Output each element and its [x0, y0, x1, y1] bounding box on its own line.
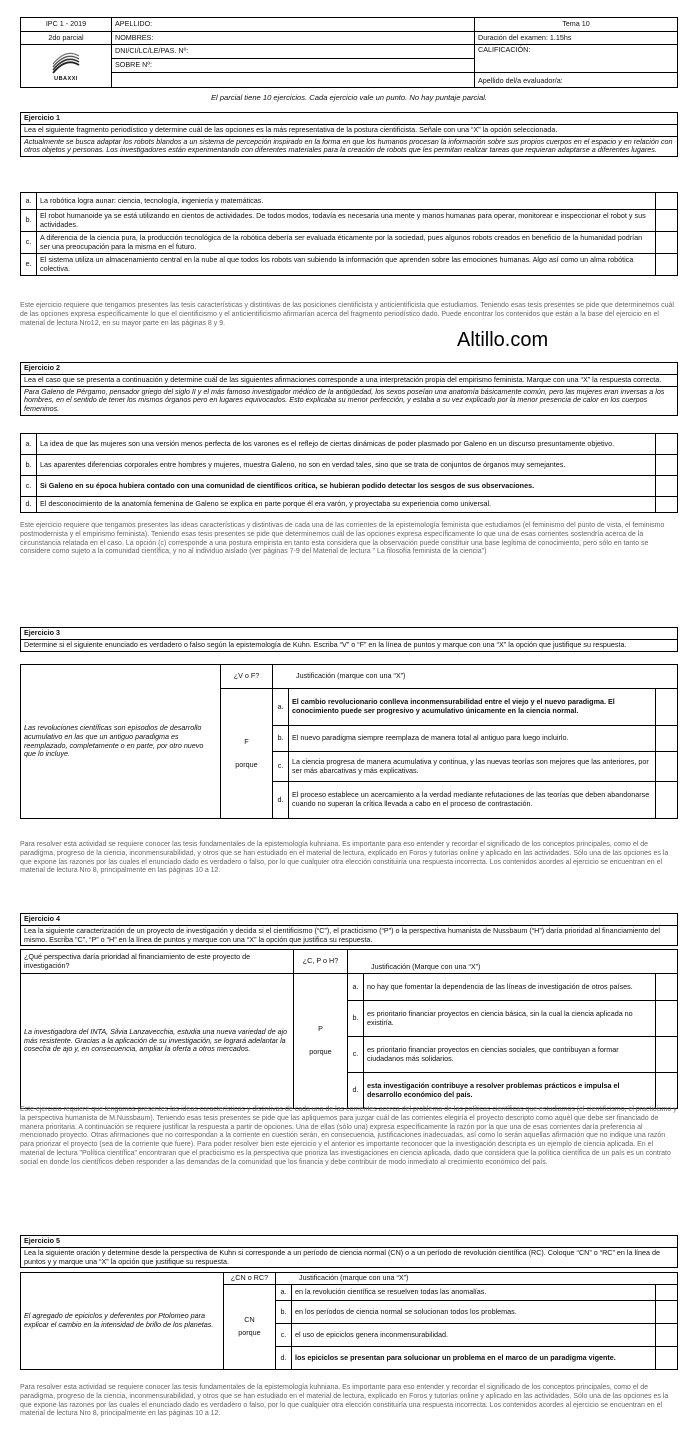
option-text: es prioritario financiar proyectos en ciencia básica, sin la cual la ciencia aplicada no existiría.	[364, 1001, 656, 1037]
ej3-porque: porque	[235, 759, 258, 769]
option-letter: b.	[276, 1301, 292, 1324]
logo-text: UBAXXI	[54, 75, 78, 82]
ej3-comment: Para resolver esta actividad se requiere conocer las tesis fundamentales de la epistemología kuhniana. Es importante para eso entender y recordar el significado de los conceptos principales, como el de paradigma, progreso de la ciencia, inconmensurabilidad, y otros que se han estudiado en el material de lectura, explicado en Foros y tutorías online y aplicado en las actividades. Sólo una de las opciones es la que expone las razones por las cuales el enunciado dado es verdadero o falso, por lo que cualquier otra elección constituiría una respuesta incorrecta. Los contenidos acordes al ejercicio se encuentran en el material de lectura Nro 8, principalmente en las páginas 10 a 12.	[20, 841, 669, 875]
ej1-quote: Actualmente se busca adaptar los robots blandos a un sistema de percepción inspirado en la forma en que los humanos procesan la información sobre sus propios cuerpos en el espacio y en relación con otros objetos y personas. Los investigadores están experimentando con diferentes materiales para la creación de robots que les permitan realizar tareas que requieran adaptarse a diferentes lugares.	[21, 136, 677, 157]
option-letter: e.	[21, 254, 37, 276]
ej5-just-header-text: Justificación (marque con una “X”)	[299, 1273, 409, 1283]
option-text: Las aparentes diferencias corporales entre hombres y mujeres, muestra Galeno, no son en verdad tales, sino que se trata de conjuntos de órganos muy semejantes.	[37, 455, 656, 476]
ej2-comment: Este ejercicio requiere que tengamos presentes las ideas características y distintivas de cada una de las corrientes de la epistemología feminista que estudiamos (el feminismo del punto de vista, el feminismo postmodernista y el empirismo feminista). Teniendo esas tesis presentes se pide que determinemos cuál de las opciones expresa específicamente lo que una de esas corrientes sostendría acerca de la circunstancia relatada en el caso. La opción (c) corresponde a una postura empirista en tanto esta considera que la observación puede constituir una base legítima de conocimiento, pero sólo en tanto se considere como sujeto a la comunidad científica, y no al individuo aislado (ver páginas 7-9 del Material de lectura " La filosofía feminista de la ciencia")	[20, 522, 665, 556]
option-text: El sistema utiliza un almacenamiento central en la nube al que todos los robots van subiendo la información que aprenden sobre las emociones humanas. Algo así como un alma robótica colectiva.	[37, 254, 656, 276]
ej2-answer-box-c[interactable]	[656, 476, 678, 497]
ej4-instructions: Lea la siguiente caracterización de un proyecto de investigación y decida si el cientificismo (“C”), el practicismo (“P”) o la perspectiva humanista de Nussbaum (“H”) daría prioridad al financiamiento del mismo. Escriba “C”, “P” o “H” en la línea de puntos y marque con una “X” la opción que justifica su respuesta.	[21, 925, 677, 946]
option-letter: b.	[21, 210, 37, 232]
exam-type-label: 2do parcial	[21, 32, 112, 45]
option-text: A diferencia de la ciencia pura, la producción tecnológica de la robótica debería ser evaluada éticamente por la sociedad, pues algunos robots creados en beneficio de la humanidad podrían ser una preocupación para la misma en el futuro.	[37, 232, 656, 254]
option-text: esta investigación contribuye a resolver problemas prácticos e impulsa el desarrollo económico del país.	[364, 1073, 656, 1109]
ej4-enunciado: La investigadora del INTA, Silvia Lanzavecchia, estudia una nueva variedad de ajo más resistente. Gracias a la aplicación de su investigación, se logrará adelantar la cosecha de ajo y, en consecuencia, ampliar la oferta a otros mercados.	[21, 974, 294, 1109]
option-letter: b.	[21, 455, 37, 476]
ej4-statement	[20, 913, 678, 946]
logo	[21, 45, 112, 88]
ej2-answer-box-b[interactable]	[656, 455, 678, 476]
ej4-porque: porque	[309, 1047, 332, 1056]
ej4-answer: P	[318, 1024, 323, 1034]
ej5-answer-cell[interactable]	[224, 1285, 276, 1370]
dni-field[interactable]: DNI/CI/LC/LE/PAS. Nº:	[112, 45, 475, 59]
option-text: El desconocimiento de la anatomía femenina de Galeno se explica en parte porque él era varón, y proyectaba su experiencia como universal.	[37, 497, 656, 513]
option-text: los epiciclos se presentan para solucionar un problema en el marco de un paradigma vigente.	[292, 1347, 656, 1370]
ej4-cph-header: ¿C, P o H?	[294, 950, 348, 974]
option-letter: b.	[273, 726, 289, 752]
ej4-comment: Este ejercicio requiere que tengamos presentes las ideas características y distintivas de cada una de las corrientes acerca del problema de las políticas científicas que estudiamos (el cientificismo, el practicismo y la perspectiva humanista de M.Nussbaum). Teniendo esas tesis presentes se pide que las apliquemos para juzgar cuál de las corrientes elegiría el proyecto descripto como aquél que debe ser financiado de manera prioritaria. A continuación se requiere justificar la respuesta a partir de opciones. Una de ellas (sólo una) expresa específicamente la razón por la que una de esas corrientes daría preferencia al mencionado proyecto. Otras afirmaciones que no correspondan a la corriente en cuestión serán, en consecuencia, justificaciones inadecuadas, así como lo serán aquellas afirmación que no indique una razón para priorizar el proyecto (sea de la corriente que fuere). Para poder resolver bien este ejercicio y el anterior es importante reconocer que la investigación descripta es un ejemplo de ciencia aplicada. En el material de lectura "Política científica" encontraran que el practicismo es la perspectiva que prioriza las investigaciones en ciencia aplicada, dado que considera que la política científica de un país es un contrato social en donde los científicos deben responder a las demandas de la comunidad que los financia y debe contribuir de modo inmediato al crecimiento económico del país.	[20, 1106, 677, 1166]
ej4-just-header-text: Justificación (Marque con una “X”)	[371, 962, 481, 972]
course-label: IPC 1 - 2019	[21, 18, 112, 32]
option-text: El proceso establece un acercamiento a la verdad mediante refutaciones de las teorías que deben abandonarse cuando no superan la crítica llevada a cabo en el proceso de contrastación.	[289, 782, 656, 819]
ej4-title: Ejercicio 4	[24, 914, 60, 923]
ej5-porque: porque	[238, 1328, 261, 1337]
ej2-quote: Para Galeno de Pérgamo, pensador griego del siglo II y el más famoso investigador médico de la antigüedad, los sexos poseían una anatomía básicamente común, pero las mujeres eran inversas a los hombres, en el sentido de tener los mismos órganos pero en lugares equivocados. Esto explicaba su menor perfección, y estaba a su vez explicado por la menor presencia de calor en los cuerpos femeninos.	[21, 386, 677, 415]
ej5-answer: CN	[244, 1315, 255, 1325]
option-letter: c.	[348, 1037, 364, 1073]
option-letter: d.	[273, 782, 289, 819]
ej2-option-row[interactable]	[21, 434, 678, 455]
option-letter: a.	[276, 1285, 292, 1301]
ej2-option-row[interactable]	[21, 476, 678, 497]
ej5-comment: Para resolver esta actividad se requiere conocer las tesis fundamentales de la epistemología kuhniana. Es importante para eso entender y recordar el significado de los conceptos principales, como el de paradigma, progreso de la ciencia, inconmensurabilidad, y otros que se han estudiado en el material de lectura, explicado en Foros y tutorías online y aplicado en las actividades. Sólo una de las opciones es la que expone las razones por las cuales el enunciado dado es verdadero o falso, por lo que cualquier otra elección constituiría una respuesta incorrecta. Los contenidos acordes al ejercicio se encuentran en el material de lectura Nro 8, principalmente en las páginas 10 a 12.	[20, 1384, 669, 1418]
ej3-statement	[20, 627, 678, 652]
ej1-answer-box-a[interactable]	[656, 193, 678, 210]
ej5-answer-box-b[interactable]	[656, 1301, 678, 1324]
ej5-instructions: Lea la siguiente oración y determine desde la perspectiva de Kuhn si corresponde a un período de ciencia normal (CN) o a un período de revolución científica (RC). Coloque “CN” o “RC” en la línea de puntos y y marque una “X” la opción que justifique su respuesta.	[21, 1247, 677, 1268]
ej1-answer-box-c[interactable]	[656, 232, 678, 254]
ej4-answer-box-c[interactable]	[656, 1037, 678, 1073]
ej2-instructions: Lea el caso que se presenta a continuación y determine cuál de las siguientes afirmaciones corresponde a una interpretación propia del empirismo feminista. Marque con una “X” la respuesta correcta.	[21, 374, 677, 386]
ej5-answer-box-c[interactable]	[656, 1324, 678, 1347]
option-letter: d.	[348, 1073, 364, 1109]
option-letter: c.	[276, 1324, 292, 1347]
option-letter: d.	[21, 497, 37, 513]
option-letter: a.	[348, 974, 364, 1001]
option-letter: c.	[21, 476, 37, 497]
evaluador-field[interactable]: Apellido del/a evaluador/a:	[475, 73, 678, 88]
ej3-answer-box-c[interactable]	[656, 752, 678, 782]
ej4-answer-box-b[interactable]	[656, 1001, 678, 1037]
option-letter: b.	[348, 1001, 364, 1037]
apellido-field[interactable]: APELLIDO:	[112, 18, 475, 32]
ej4-table	[20, 949, 678, 1109]
ej1-option-row[interactable]	[21, 254, 678, 276]
ej3-answer-cell[interactable]	[221, 689, 273, 819]
option-text: El cambio revolucionario conlleva inconmensurabilidad entre el viejo y el nuevo paradigma. El conocimiento puede ser progresivo y acumulativo únicamente en la ciencia normal.	[289, 689, 656, 726]
option-letter: d.	[276, 1347, 292, 1370]
watermark-altillo: Altillo.com	[457, 329, 549, 351]
exam-header	[20, 17, 678, 88]
ej1-option-row[interactable]	[21, 193, 678, 210]
ej1-comment: Este ejercicio requiere que tengamos presentes las tesis características y distintivas de las posiciones cientificista y anticientificista que estudiamos. Teniendo esas tesis presentes se pide que determinemos cuál de las opciones expresa específicamente lo que el cientificismo y el anticientificismo afirmarían acerca del fragmento periodístico dado. Puede encontrar los contenidos que están a la base del ejercicio en el material de lectura Nro12, en su mayor parte en las páginas 8 y 9.	[20, 302, 674, 327]
option-letter: a.	[21, 434, 37, 455]
ej2-option-row[interactable]	[21, 455, 678, 476]
ej5-cnrc-header: ¿CN o RC?	[224, 1273, 276, 1285]
ej4-answer-box-d[interactable]	[656, 1073, 678, 1109]
ej5-statement	[20, 1235, 678, 1268]
option-letter: c.	[273, 752, 289, 782]
ej1-answer-box-b[interactable]	[656, 210, 678, 232]
ej3-table	[20, 664, 678, 819]
ej3-answer: F	[244, 736, 249, 746]
blank-field	[112, 73, 475, 88]
ej5-just-header	[276, 1273, 678, 1285]
ej2-answer-box-d[interactable]	[656, 497, 678, 513]
option-text: Si Galeno en su época hubiera contado con una comunidad de científicos crítica, se hubieran podido detectar los sesgos de sus observaciones.	[37, 476, 656, 497]
ej3-instructions: Determine si el siguiente enunciado es verdadero o falso según la epistemología de Kuhn. Escriba “V” o “F” en la línea de puntos y marque con una “X” la opción que justifique su respuesta.	[21, 639, 677, 651]
sobre-field[interactable]: SOBRE Nº:	[112, 59, 475, 73]
ej5-enunciado: El agregado de epiciclos y deferentes por Ptolomeo para explicar el cambio en la intensidad de brillo de los planetas.	[21, 1273, 224, 1370]
option-text: es prioritario financiar proyectos en ciencias sociales, que contribuyan a formar ciudadanos más solidarios.	[364, 1037, 656, 1073]
ej4-answer-cell[interactable]	[294, 974, 348, 1109]
ej1-title: Ejercicio 1	[24, 113, 60, 122]
option-text: el uso de epiciclos genera inconmensurabilidad.	[292, 1324, 656, 1347]
option-letter: a.	[21, 193, 37, 210]
ej4-just-header	[348, 950, 678, 974]
ej5-answer-box-a[interactable]	[656, 1285, 678, 1301]
nombres-field[interactable]: NOMBRES:	[112, 32, 475, 45]
option-letter: c.	[21, 232, 37, 254]
ej3-vf-header: ¿V o F?	[221, 665, 273, 689]
ej3-enunciado: Las revoluciones científicas son episodios de desarrollo acumulativo en las que un antiguo paradigma es reemplazado, completamente o en parte, por otro nuevo que lo incluye.	[21, 665, 221, 819]
ej5-answer-box-d[interactable]	[656, 1347, 678, 1370]
ej1-options	[20, 192, 678, 276]
option-text: no hay que fomentar la dependencia de las líneas de investigación de otros países.	[364, 974, 656, 1001]
ej2-statement	[20, 362, 678, 416]
ej2-title: Ejercicio 2	[24, 363, 60, 372]
ej1-option-row[interactable]	[21, 232, 678, 254]
option-text: La robótica logra aunar: ciencia, tecnología, ingeniería y matemáticas.	[37, 193, 656, 210]
ej5-title: Ejercicio 5	[24, 1236, 60, 1245]
option-text: El nuevo paradigma siempre reemplaza de manera total al antiguo para luego incluirlo.	[289, 726, 656, 752]
ej1-option-row[interactable]	[21, 210, 678, 232]
ej5-table	[20, 1272, 678, 1370]
ej2-options	[20, 433, 678, 513]
ej3-answer-box-b[interactable]	[656, 726, 678, 752]
duracion-label: Duración del examen: 1.15hs	[475, 32, 678, 45]
ubaxxi-logo-icon	[49, 50, 83, 76]
intro-text: El parcial tiene 10 ejercicios. Cada ejercicio vale un punto. No hay puntaje parcial.	[210, 93, 488, 102]
tema-label: Tema 10	[475, 18, 678, 32]
ej3-answer-box-d[interactable]	[656, 782, 678, 819]
ej3-answer-box-a[interactable]	[656, 689, 678, 726]
ej1-instructions: Lea el siguiente fragmento periodístico y determine cuál de las opciones es la más representativa de la postura cientificista. Señale con una “X” la opción seleccionada.	[21, 124, 677, 136]
option-text: en los períodos de ciencia normal se solucionan todos los problemas.	[292, 1301, 656, 1324]
option-text: El robot humanoide ya se está utilizando en cientos de actividades. De todos modos, todavía es necesaria una mente y manos humanas para operar, monitorear e inspeccionar el robot y sus actividades.	[37, 210, 656, 232]
calificacion-field[interactable]: CALIFICACIÓN:	[475, 45, 678, 73]
ej4-answer-box-a[interactable]	[656, 974, 678, 1001]
ej3-just-header-text: Justificación (marque con una “X”)	[296, 671, 406, 681]
ej2-option-row[interactable]	[21, 497, 678, 513]
ej2-answer-box-a[interactable]	[656, 434, 678, 455]
option-text: en la revolución científica se resuelven todas las anomalías.	[292, 1285, 656, 1301]
option-letter: a.	[273, 689, 289, 726]
option-text: La ciencia progresa de manera acumulativa y continua, y las nuevas teorías son mejores que las anteriores, por ser más abarcativas y más explicativas.	[289, 752, 656, 782]
ej1-statement	[20, 112, 678, 157]
ej4-q-header: ¿Qué perspectiva daría prioridad al financiamiento de este proyecto de investigación?	[21, 950, 294, 974]
ej3-title: Ejercicio 3	[24, 628, 60, 637]
ej3-just-header	[273, 665, 678, 689]
option-text: La idea de que las mujeres son una versión menos perfecta de los varones es el reflejo de ciertas dinámicas de poder plasmado por Galeno en un discurso presuntamente objetivo.	[37, 434, 656, 455]
ej1-answer-box-e[interactable]	[656, 254, 678, 276]
